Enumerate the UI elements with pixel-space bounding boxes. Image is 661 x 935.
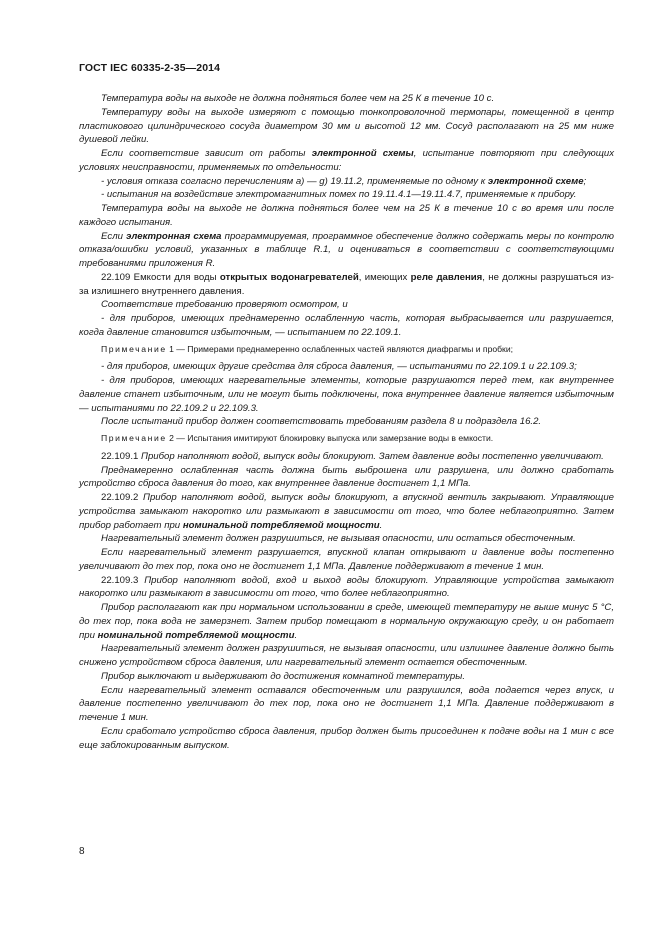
paragraph: Соответствие требованию проверяют осмотром, и [101, 299, 348, 311]
paragraph: Если соответствие зависит от работы электронной схемы, испытание повторяют при следующих условиях неисправности, применяемых по отдельности: [79, 148, 615, 173]
paragraph: Если нагревательный элемент оставался обесточенным или разрушился, вода подается через впуск, и давление постепенно увеличивают до тех пор, пока оно не достигнет 1,1 МПа. Давление поддерживают в течение 1 мин. [79, 684, 614, 723]
note-1: Примечание 1 — Примерами преднамеренно ослабленных частей являются диафрагмы и пробки; [101, 343, 514, 354]
list-item: - для приборов, имеющих нагревательные элементы, которые разрушаются перед тем, как внутреннее давление станет избыточным, или не могут быть подключены, пока внутреннее давление является избыточным — испытаниями по 22.109.2 и 22.109.3. [79, 375, 614, 414]
clause-22-109-3: 22.109.3 Прибор наполняют водой, вход и выход воды блокируют. Управляющие устройства замыкают накоротко или размыкают в зависимости от того, что более неблагоприятно. [79, 574, 614, 600]
clause-22-109-2: 22.109.2 Прибор наполняют водой, выпуск воды блокируют, а впускной вентиль закрывают. Управляющие устройства замыкают накоротко или размыкают в зависимости от того, что более неблагоприятно. Затем прибор работает при номинальной потребляемой мощности. [79, 492, 614, 531]
list-item: - для приборов, имеющих другие средства для сброса давления, — испытаниями по 22.109.1 и 22.109.3; [101, 361, 577, 373]
note-2: Примечание 2 — Испытания имитируют блокировку выпуска или замерзание воды в емкости. [101, 433, 494, 443]
paragraph: Температуру воды на выходе измеряют с помощью тонкопроволочной термопары, помещенной в центр пластикового цилиндрического сосуда диаметром 30 мм и высотой 12 мм. Сосуд располагают на 25 мм ниже душевой лейки. [79, 106, 614, 146]
clause-22-109: 22.109 Емкости для воды открытых водонагревателей, имеющих реле давления, не должны разрушаться из-за излишнего внутреннего давления. [79, 271, 614, 297]
clause-22-109-1: 22.109.1 Прибор наполняют водой, выпуск воды блокируют. Затем давление воды постепенно увеличивают. [101, 450, 604, 462]
paragraph: Температура воды на выходе не должна подняться более чем на 25 К в течение 10 с во время или после каждого испытания. [79, 203, 614, 228]
list-item: - испытания на воздействие электромагнитных помех по 19.11.4.1—19.11.4.7, применяемые к прибору. [101, 189, 577, 201]
document-header: ГОСТ IEC 60335-2-35—2014 [79, 62, 221, 74]
body-text [79, 92, 614, 752]
paragraph: После испытаний прибор должен соответствовать требованиям раздела 8 и подраздела 16.2. [101, 416, 542, 428]
paragraph: Нагревательный элемент должен разрушиться, не вызывая опасности, или излишнее давление должно быть снижено устройством сброса давления, или нагревательный элемент остается обесточенным. [79, 643, 614, 668]
paragraph: Если нагревательный элемент разрушается, впускной клапан открывают и давление воды постепенно увеличивают до тех пор, пока оно не достигнет 1,1 МПа. Давление поддерживают в течение 1 мин. [79, 547, 614, 572]
paragraph: Если сработало устройство сброса давления, прибор должен быть присоединен к подаче воды на 1 мин с все еще заблокированным выпуском. [79, 725, 614, 751]
paragraph: Преднамеренно ослабленная часть должна быть выброшена или разрушена, или должно сработать устройство сброса давления до того, как внутреннее давление достигнет 1,1 МПа. [79, 464, 614, 490]
paragraph: Температура воды на выходе не должна подняться более чем на 25 К в течение 10 с. [101, 93, 495, 104]
list-item: - условия отказа согласно перечислениям а) — g) 19.11.2, применяемые по одному к электронной схеме; [101, 175, 587, 187]
page-number: 8 [79, 846, 85, 857]
paragraph: Прибор располагают как при нормальном использовании в среде, имеющей температуру не выше минус 5 °С, до тех пор, пока вода не замерзнет. Затем прибор помещают в нормальную окружающую среду, и он работает при номинальной потребляемой мощности. [79, 602, 614, 641]
list-item: - для приборов, имеющих преднамеренно ослабленную часть, которая выбрасывается или разрушается, когда давление становится избыточным, — испытанием по 22.109.1. [79, 313, 614, 338]
paragraph: Нагревательный элемент должен разрушиться, не вызывая опасности, или остаться обесточенным. [101, 533, 576, 545]
paragraph: Прибор выключают и выдерживают до достижения комнатной температуры. [101, 670, 465, 682]
paragraph: Если электронная схема программируемая, программное обеспечение должно содержать меры по контролю отказа/ошибки условий, указанных в таблице R.1, и оцениваться в соответствии с соответствующими требованиями приложения R. [79, 230, 615, 269]
